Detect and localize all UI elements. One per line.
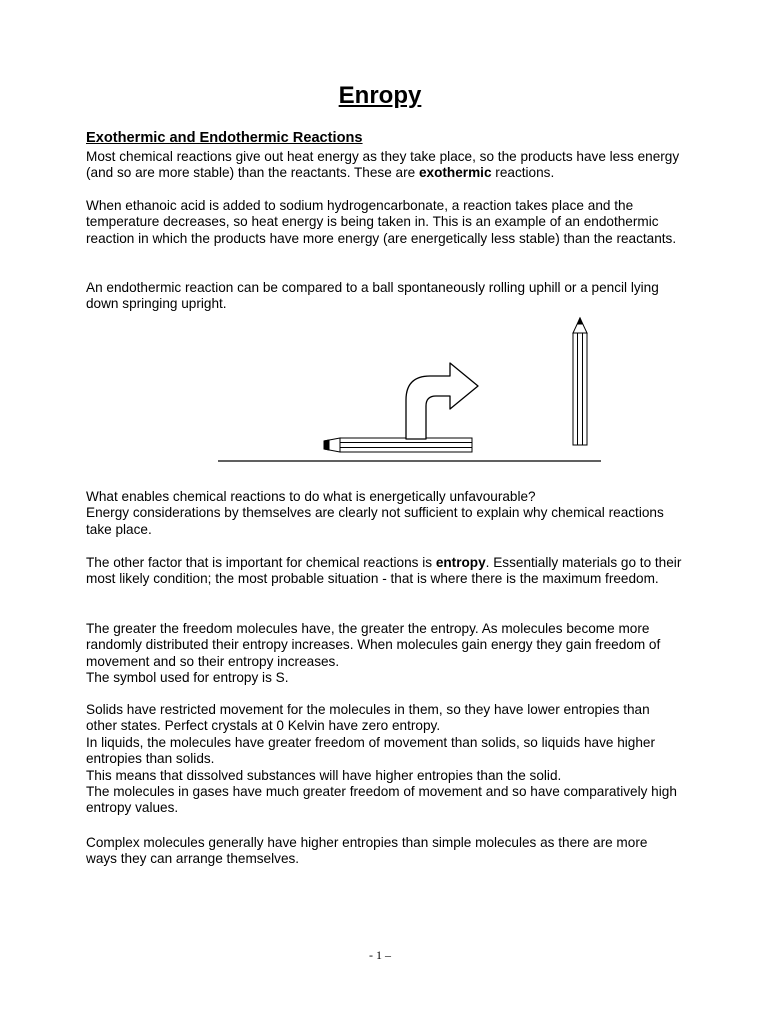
solids-line: Solids have restricted movement for the molecules in them, so they have lower entropies than other states. Perfect crystals at 0 Kelvin have zero entropy. xyxy=(86,702,650,734)
page-number: - 1 – xyxy=(369,948,391,962)
paragraph-complex-molecules: Complex molecules generally have higher entropies than simple molecules as there are more ways they can arrange themselves. xyxy=(86,835,648,867)
paragraph-freedom xyxy=(86,621,682,687)
paragraph-question xyxy=(86,489,682,538)
paragraph-exothermic-text: Most chemical reactions give out heat energy as they take place, so the products have less energy (and so are more stable) than the reactants. These are xyxy=(86,149,680,181)
upright-pencil-icon xyxy=(572,318,588,445)
liquids-line: In liquids, the molecules have greater freedom of movement than solids, so liquids have higher entropies than solids. xyxy=(86,734,655,767)
curved-arrow-icon xyxy=(406,363,478,439)
paragraph-states xyxy=(86,702,682,817)
paragraph-exothermic xyxy=(86,149,682,182)
entropy-factor-text: The other factor that is important for chemical reactions is xyxy=(86,555,436,570)
exothermic-term: exothermic xyxy=(418,165,492,181)
freedom-text: The greater the freedom molecules have, the greater the entropy. As molecules become more randomly distributed their entropy increases. When molecules gain energy they gain freedom of movement and so their entropy increases. xyxy=(86,621,661,669)
pencil-analogy-diagram xyxy=(216,316,606,466)
paragraph-analogy: An endothermic reaction can be compared to a ball spontaneously rolling uphill or a pencil lying down springing upright. xyxy=(86,280,659,312)
paragraph-exothermic-end: reactions. xyxy=(491,165,555,181)
gases-line: The molecules in gases have much greater freedom of movement and so have comparatively high entropy values. xyxy=(86,784,677,816)
energy-considerations-line: Energy considerations by themselves are clearly not sufficient to explain why chemical reactions take place. xyxy=(86,505,664,537)
paragraph-entropy-factor xyxy=(86,555,682,588)
section-heading: Exothermic and Endothermic Reactions xyxy=(86,130,363,146)
entropy-symbol-line: The symbol used for entropy is S. xyxy=(86,670,289,686)
paragraph-endothermic-example: When ethanoic acid is added to sodium hydrogencarbonate, a reaction takes place and the temperature decreases, so heat energy is being taken in. This is an example of an endothermic reaction in which the products have more energy (are energetically less stable) than the reactants. xyxy=(86,198,677,246)
document-page xyxy=(86,0,686,1024)
question-line: What enables chemical reactions to do what is energetically unfavourable? xyxy=(86,489,536,504)
dissolved-line: This means that dissolved substances will have higher entropies than the solid. xyxy=(86,767,562,783)
lying-pencil-icon xyxy=(324,438,472,452)
entropy-term: entropy xyxy=(435,555,486,570)
entropy-factor-end: . Essentially materials go to their most likely condition; the most probable situation - that is where there is the maximum freedom. xyxy=(86,555,682,587)
pencil-analogy-figure xyxy=(216,316,606,466)
page-title: Enropy xyxy=(338,82,422,109)
